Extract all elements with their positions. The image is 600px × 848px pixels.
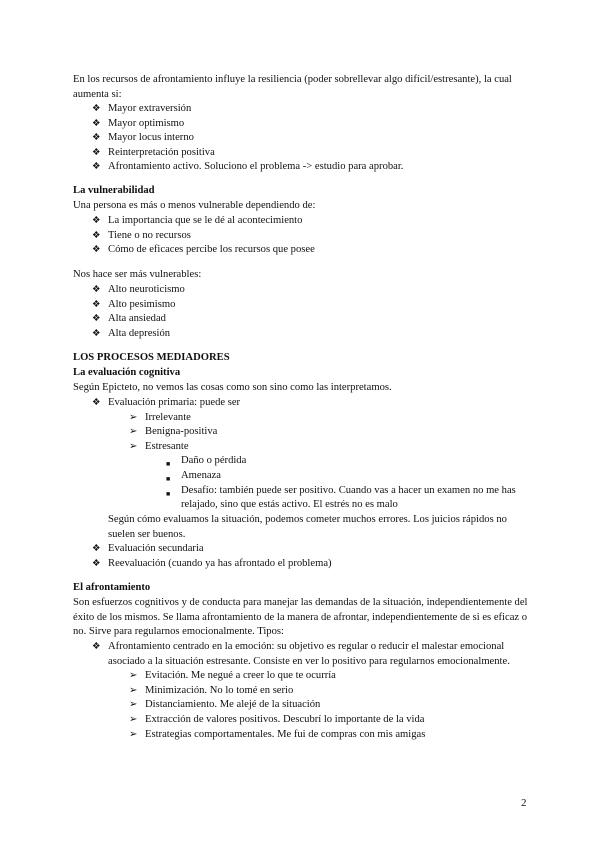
list-item: ➢ Distanciamiento. Me alejé de la situación — [0, 698, 600, 713]
arrow-bullet-icon: ➢ — [129, 713, 138, 725]
list-item: ■ Desafío: también puede ser positivo. Cuando vas a hacer un examen no me has relajado, sino que estás activo. El estrés no es malo — [166, 484, 516, 511]
list-item: ❖ Alta ansiedad — [0, 312, 600, 327]
vulnerability-intro: Una persona es más o menos vulnerable dependiendo de: — [73, 200, 316, 211]
coping-intro: Son esfuerzos cognitivos y de conducta para manejar las demandas de la situación, independientemente del éxito de los mismos. Se llama afrontamiento de la manera de afrontar, independientemente de si es eficaz o no. Sirve para regularnos emocionalmente. Tipos: — [73, 597, 528, 638]
list-item: ❖ Evaluación secundaria — [0, 542, 600, 557]
vulnerability-more-intro: Nos hace ser más vulnerables: — [73, 269, 202, 280]
list-item: ■ Amenaza — [0, 469, 600, 484]
list-item: ➢ Extracción de valores positivos. Descubrí lo importante de la vida — [0, 713, 600, 728]
list-item: ❖ Afrontamiento activo. Soluciono el problema -> estudio para aprobar. — [0, 160, 600, 175]
arrow-bullet-icon: ➢ — [129, 440, 138, 452]
list-item: ➢ Estrategias comportamentales. Me fui de compras con mis amigas — [0, 728, 600, 743]
coping-list — [0, 640, 600, 742]
list-item: ❖ Alto pesimismo — [0, 298, 600, 313]
arrow-bullet-icon: ➢ — [129, 411, 138, 423]
diamond-bullet-icon: ❖ — [92, 216, 101, 226]
list-item: ■ Daño o pérdida — [0, 454, 600, 469]
diamond-bullet-icon: ❖ — [92, 104, 101, 114]
list-item: ❖ Evaluación primaria: puede ser — [0, 396, 600, 411]
diamond-bullet-icon: ❖ — [92, 230, 101, 241]
arrow-bullet-icon: ➢ — [129, 670, 138, 682]
list-item: ❖ Reinterpretación positiva — [0, 146, 600, 161]
list-item: ➢ Estresante — [0, 440, 600, 455]
vulnerability-more-list — [0, 283, 600, 341]
diamond-bullet-icon: ❖ — [92, 118, 101, 129]
diamond-bullet-icon: ❖ — [92, 558, 101, 569]
epicteto-paragraph: Según Epicteto, no vemos las cosas como son sino como las interpretamos. — [73, 382, 392, 393]
list-item: ❖ Tiene o no recursos — [0, 229, 600, 244]
list-item: ➢ Evitación. Me negué a creer lo que te ocurría — [0, 669, 600, 684]
diamond-bullet-icon: ❖ — [92, 162, 101, 173]
square-bullet-icon: ■ — [166, 460, 171, 469]
list-item: ❖ Mayor optimismo — [0, 117, 600, 132]
cognitive-evaluation-heading: La evaluación cognitiva — [73, 367, 181, 378]
arrow-bullet-icon: ➢ — [129, 699, 138, 711]
evaluation-list-more — [0, 542, 600, 571]
list-item: ❖ Reevaluación (cuando ya has afrontado el problema) — [0, 557, 600, 572]
diamond-bullet-icon: ❖ — [92, 642, 101, 652]
list-item: ❖ Alto neuroticismo — [0, 283, 600, 298]
list-item: ➢ Minimización. No lo tomé en serio — [0, 684, 600, 699]
page-number: 2 — [521, 797, 527, 809]
vulnerability-heading: La vulnerabilidad — [73, 185, 155, 196]
diamond-bullet-icon: ❖ — [92, 328, 101, 339]
list-item: ❖ Cómo de eficaces percibe los recursos que posee — [0, 243, 600, 258]
list-item: ❖ La importancia que se le dé al acontecimiento — [0, 214, 600, 229]
list-item: ➢ Irrelevante — [0, 411, 600, 426]
square-bullet-icon: ■ — [166, 489, 171, 498]
evaluation-list — [0, 396, 600, 513]
arrow-bullet-icon: ➢ — [129, 426, 138, 438]
arrow-bullet-icon: ➢ — [129, 728, 138, 740]
vulnerability-list — [0, 214, 600, 258]
diamond-bullet-icon: ❖ — [92, 285, 101, 295]
list-item: ❖ Mayor locus interno — [0, 131, 600, 146]
diamond-bullet-icon: ❖ — [92, 544, 101, 554]
list-item: ➢ Benigna-positiva — [0, 425, 600, 440]
coping-heading: El afrontamiento — [73, 582, 151, 593]
diamond-bullet-icon: ❖ — [92, 147, 101, 158]
diamond-bullet-icon: ❖ — [92, 133, 101, 144]
list-item: ❖ Alta depresión — [0, 327, 600, 342]
list-item: ❖ Mayor extraversión — [0, 102, 600, 117]
diamond-bullet-icon: ❖ — [92, 245, 101, 256]
arrow-bullet-icon: ➢ — [129, 684, 138, 696]
diamond-bullet-icon: ❖ — [92, 314, 101, 325]
processes-heading: LOS PROCESOS MEDIADORES — [73, 352, 230, 363]
resilience-list — [0, 102, 600, 175]
evaluation-note: Según cómo evaluamos la situación, podemos cometer muchos errores. Los juicios rápidos no suelen ser buenos. — [108, 514, 507, 540]
diamond-bullet-icon: ❖ — [92, 398, 101, 408]
square-bullet-icon: ■ — [166, 474, 171, 483]
list-item: ❖ Afrontamiento centrado en la emoción: su objetivo es regular o reducir el malestar emocional asociado a la situación estresante. Consiste en ver lo positivo para regularnos emocionalmente. — [92, 641, 510, 667]
intro-paragraph: En los recursos de afrontamiento influye la resiliencia (poder sobrellevar algo difícil/estresante), la cual aumenta si: — [73, 74, 512, 100]
diamond-bullet-icon: ❖ — [92, 299, 101, 310]
